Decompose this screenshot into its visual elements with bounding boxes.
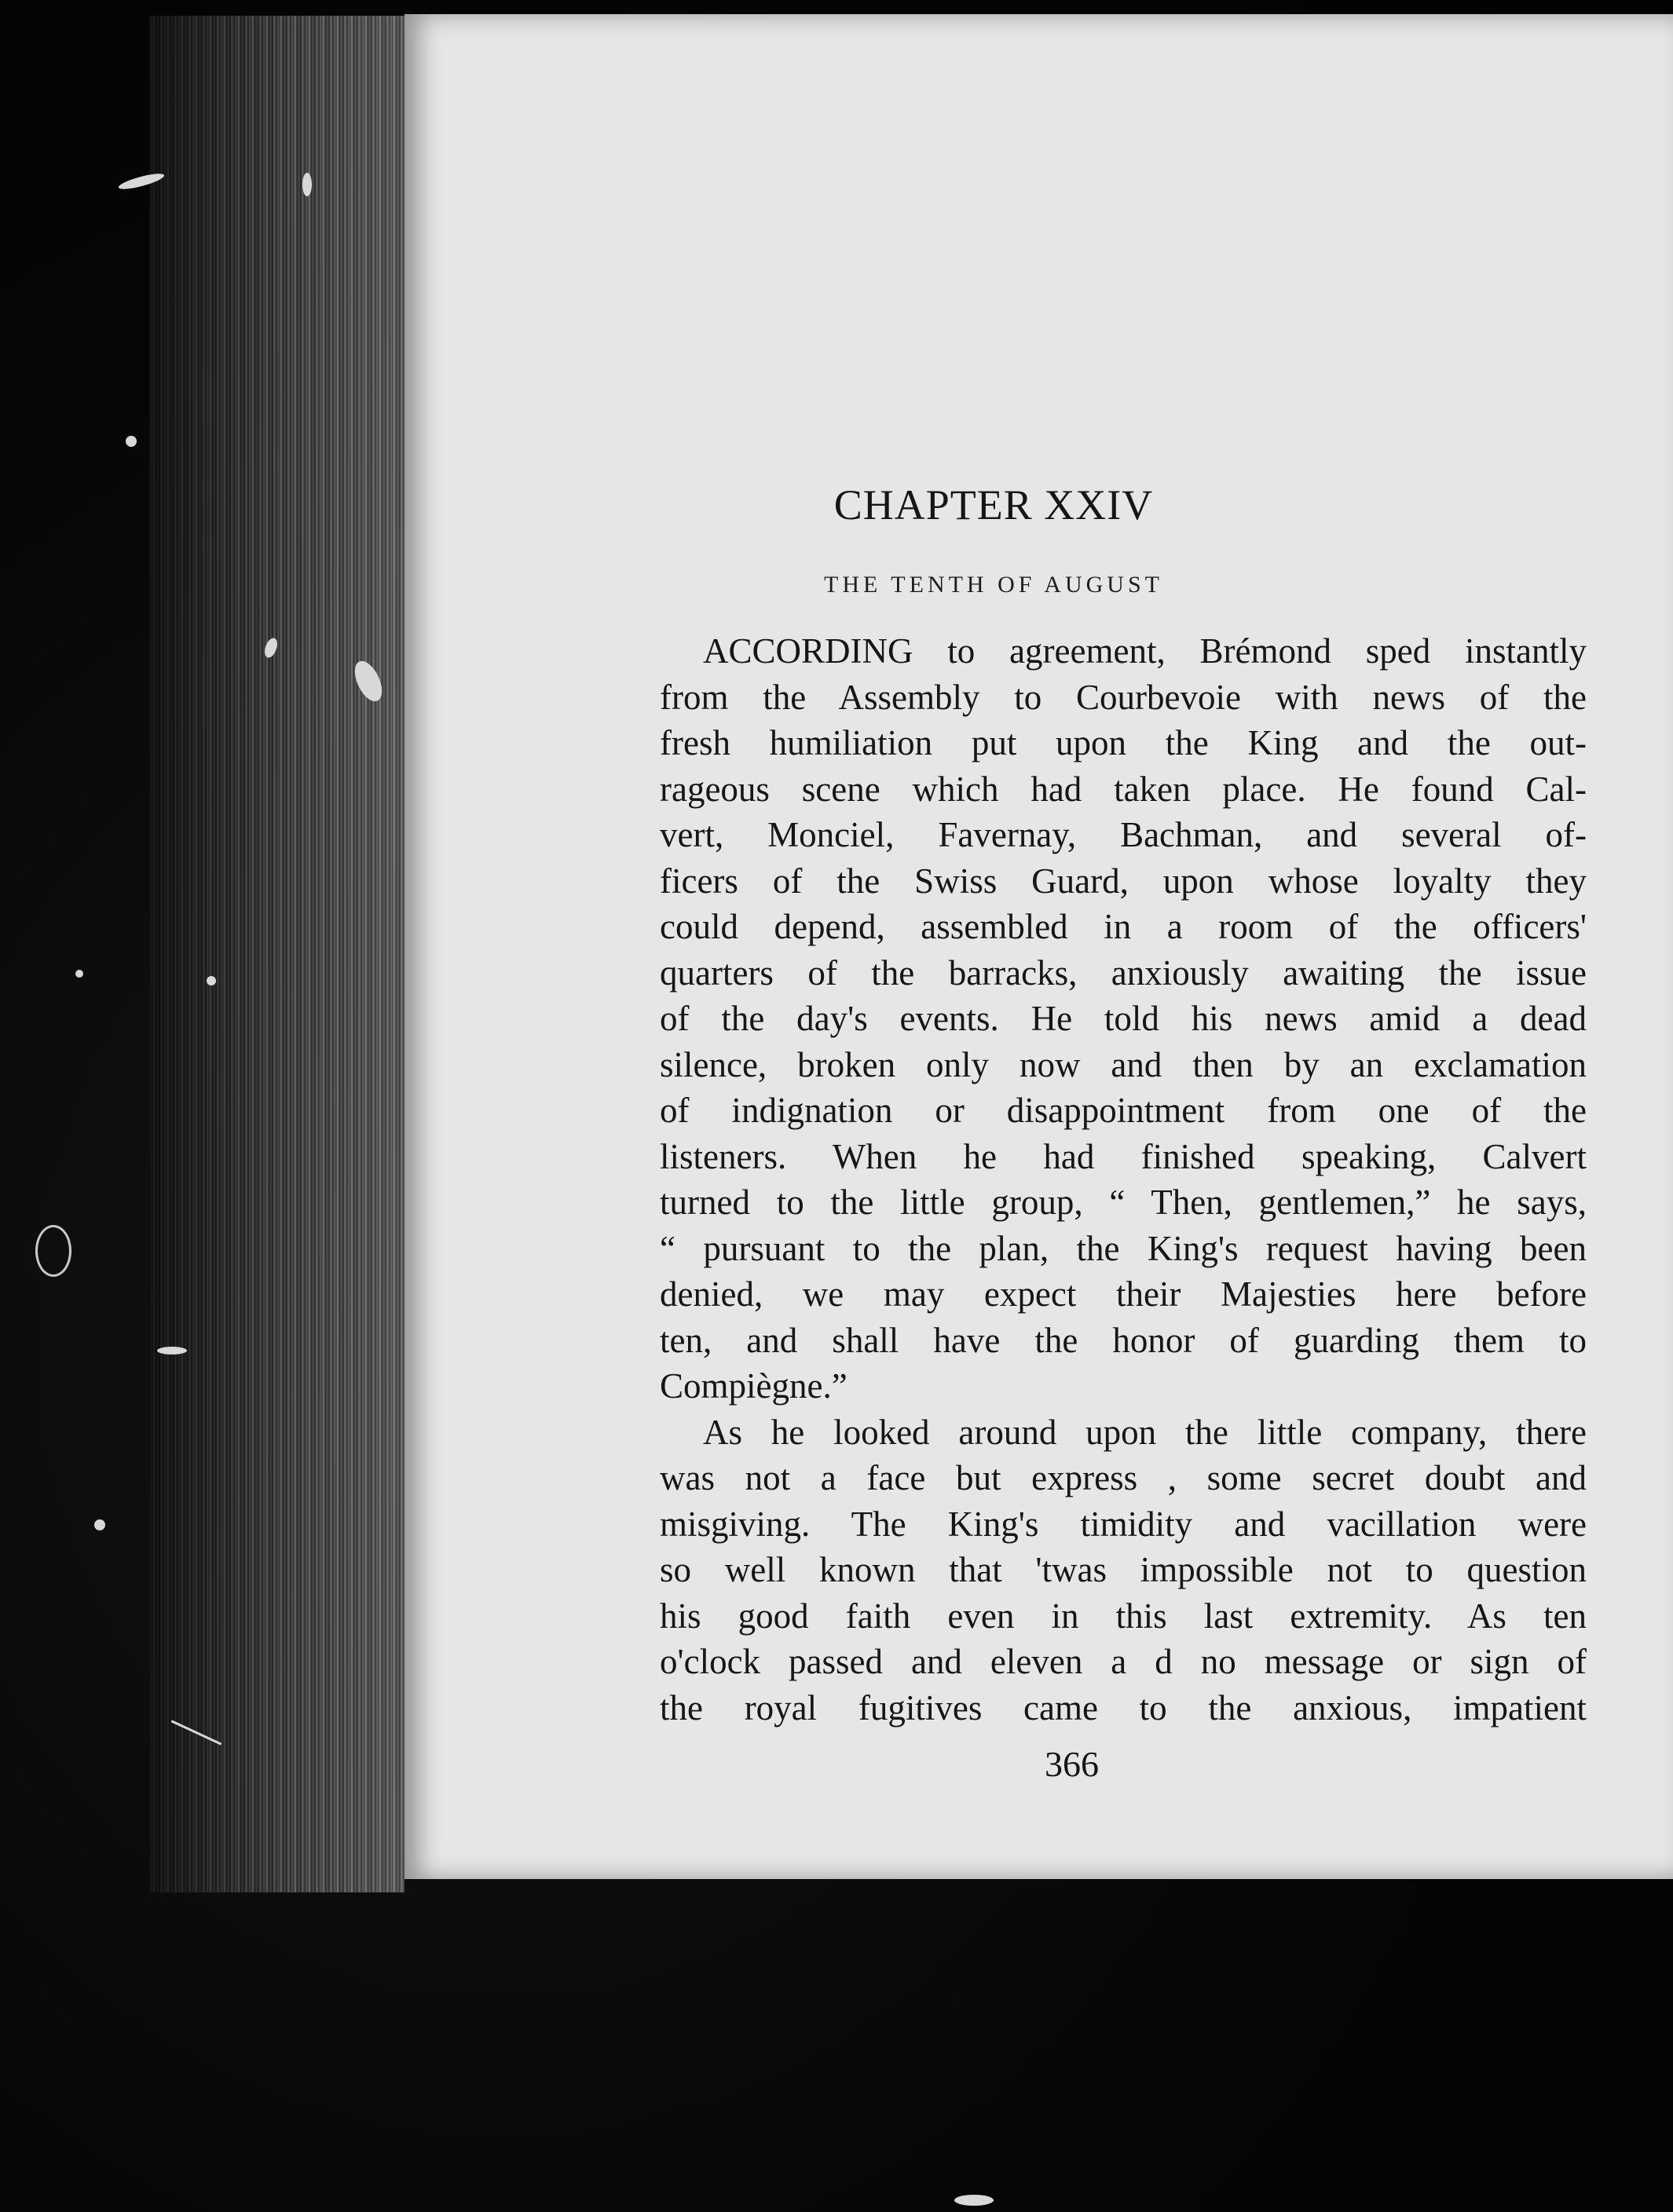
dust-speck [35,1225,71,1277]
text-line: of the day's events. He told his news amid a dead [660,999,1587,1038]
text-line: listeners. When he had finished speaking, Calvert [660,1136,1587,1176]
text-line: Compiègne.” [660,1366,847,1406]
text-line: fresh humiliation put upon the King and the out- [660,723,1587,762]
dust-speck [126,436,137,447]
text-line: quarters of the barracks, anxiously awaiting the issue [660,952,1587,993]
text-line: o'clock passed and eleven a d no message or sign of [660,1642,1587,1681]
text-line: As he looked around upon the little company, there [703,1412,1587,1452]
text-line: ten, and shall have the honor of guarding them to [660,1320,1587,1360]
text-line: turned to the little group, “ Then, gentlemen,” he says, [660,1183,1587,1222]
page-number: 366 [1045,1744,1099,1784]
text-line: rageous scene which had taken place. He found Cal- [660,769,1587,809]
text-line: from the Assembly to Courbevoie with news of the [660,677,1587,717]
text-line: could depend, assembled in a room of the officers' [660,907,1587,946]
text-line: vert, Monciel, Favernay, Bachman, and several of- [660,815,1587,854]
text-line: denied, we may expect their Majesties here before [660,1274,1587,1314]
dust-speck [954,2195,994,2206]
dust-speck [94,1519,105,1530]
dust-speck [75,970,83,978]
chapter-title: CHAPTER XXIV [833,481,1154,528]
text-line: was not a face but express , some secret doubt and [660,1458,1587,1497]
text-line: silence, broken only now and then by an exclamation [660,1044,1587,1084]
dust-speck [207,976,216,985]
page-edge-shadow [149,16,405,1892]
text-line: so well known that 'twas impossible not to question [660,1550,1587,1589]
text-line: ficers of the Swiss Guard, upon whose loyalty they [660,861,1587,901]
body-text [660,628,1587,1731]
text-line: “ pursuant to the plan, the King's request having been [660,1228,1587,1268]
text-line: ACCORDING to agreement, Brémond sped instantly [703,631,1587,671]
chapter-subtitle: THE TENTH OF AUGUST [824,572,1163,598]
text-line: of indignation or disappointment from one of the [660,1091,1587,1130]
text-line: his good faith even in this last extremity. As ten [660,1596,1587,1636]
text-line: misgiving. The King's timidity and vacillation were [660,1504,1587,1544]
text-line: the royal fugitives came to the anxious, impatient [660,1687,1587,1728]
dust-speck [157,1347,187,1355]
dust-speck [302,173,312,196]
